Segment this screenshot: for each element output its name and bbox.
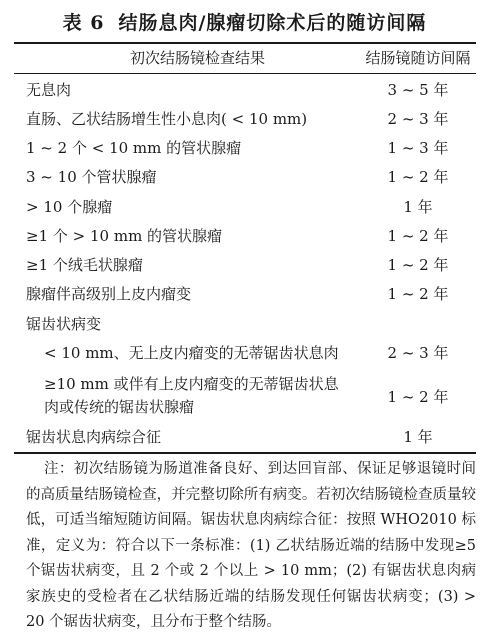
row-finding: ≥1 个绒毛状腺瘤 xyxy=(26,256,143,274)
header-findings: 初次结肠镜检查结果 xyxy=(130,49,266,67)
row-finding: 1 ~ 2 个 < 10 mm 的管状腺瘤 xyxy=(26,139,242,157)
row-finding: 直肠、乙状结肠增生性小息肉( < 10 mm) xyxy=(26,110,308,128)
row-finding: 腺瘤伴高级别上皮内瘤变 xyxy=(26,285,192,303)
row-interval: 1 ~ 2 年 xyxy=(387,168,449,186)
row-interval: 2 ~ 3 年 xyxy=(387,110,449,128)
row-interval: 1 年 xyxy=(403,428,433,446)
row-interval: 1 ~ 2 年 xyxy=(387,285,449,303)
top-rule xyxy=(14,42,476,44)
table-note: 注：初次结肠镜为肠道准备良好、到达回盲部、保证足够退镜时间的高质量结肠镜检查，并完整切除所有病变。若初次结肠镜检查质量较低，可适当缩短随访间隔。锯齿状息肉病综合征：按照 WHO2010 标准，定义为：符合以下一条标准：(1) 乙状结肠近端的结肠中发现≥5 个锯齿状病变，且 2 个或 2 个以上 > 10 mm；(2) 有锯齿状息肉病家族史的受检者在乙状结肠近端的结肠发现任何锯齿状病变；(3) > 20 个锯齿状病变，且分布于整个结肠。 xyxy=(26,461,476,630)
row-finding: < 10 mm、无上皮内瘤变的无蒂锯齿状息肉 xyxy=(44,344,339,362)
bottom-rule xyxy=(14,452,476,454)
header-interval: 结肠镜随访间隔 xyxy=(365,49,471,67)
row-finding: 无息肉 xyxy=(26,81,72,99)
row-finding: > 10 个腺瘤 xyxy=(26,198,113,216)
row-interval: 1 ~ 2 年 xyxy=(387,227,449,245)
header-rule xyxy=(14,73,476,74)
row-interval: 1 ~ 2 年 xyxy=(387,388,449,406)
table-title xyxy=(0,8,489,35)
row-interval: 3 ~ 5 年 xyxy=(387,81,449,99)
table-number: 表 6 xyxy=(62,12,105,34)
row-interval: 2 ~ 3 年 xyxy=(387,344,449,362)
row-interval: 1 年 xyxy=(403,198,433,216)
row-finding: ≥10 mm 或伴有上皮内瘤变的无蒂锯齿状息肉或传统的锯齿状腺瘤 xyxy=(44,375,339,416)
row-interval: 1 ~ 2 年 xyxy=(387,256,449,274)
row-finding: ≥1 个 > 10 mm 的管状腺瘤 xyxy=(26,227,223,245)
table-title-text: 结肠息肉/腺瘤切除术后的随访间隔 xyxy=(118,12,427,34)
row-finding: 锯齿状病变 xyxy=(26,315,102,333)
row-finding: 锯齿状息肉病综合征 xyxy=(26,428,162,446)
table-row xyxy=(0,373,489,423)
row-interval: 1 ~ 3 年 xyxy=(387,139,449,157)
row-finding: 3 ~ 10 个管状腺瘤 xyxy=(26,168,157,186)
